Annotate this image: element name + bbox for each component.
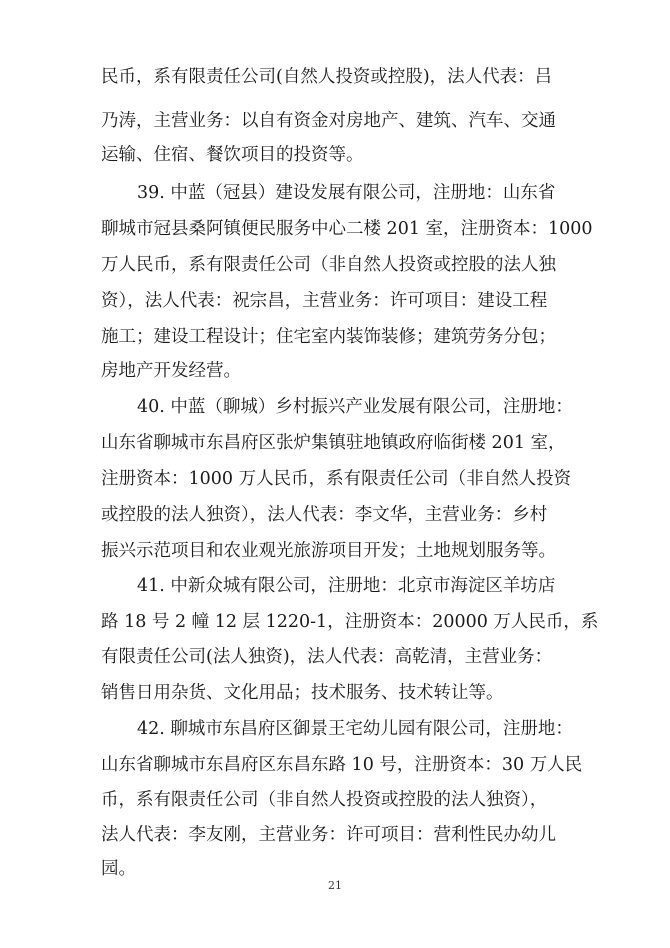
text-line: 有限责任公司(法人独资)，法人代表：高乾清，主营业务： xyxy=(101,647,553,667)
text-line: 路 18 号 2 幢 12 层 1220-1，注册资本：20000 万人民币，系 xyxy=(101,612,599,632)
text-line: 资），法人代表：祝宗昌，主营业务：许可项目：建设工程 xyxy=(101,291,548,311)
text-line: 园。 xyxy=(101,859,136,879)
text-line: 民币，系有限责任公司(自然人投资或控股)，法人代表：吕 xyxy=(101,67,553,87)
text-line: 注册资本：1000 万人民币，系有限责任公司（非自然人投资 xyxy=(101,469,572,489)
text-line: 施工；建设工程设计；住宅室内装饰装修；建筑劳务分包； xyxy=(101,327,556,347)
page-number: 21 xyxy=(328,879,342,892)
text-line: 币，系有限责任公司（非自然人投资或控股的法人独资）， xyxy=(101,790,548,810)
text-line: 振兴示范项目和农业观光旅游项目开发；土地规划服务等。 xyxy=(101,541,556,561)
text-line: 万人民币，系有限责任公司（非自然人投资或控股的法人独 xyxy=(101,255,556,275)
text-line: 乃涛，主营业务：以自有资金对房地产、建筑、汽车、交通 xyxy=(101,111,556,131)
text-line: 山东省聊城市东昌府区东昌东路 10 号，注册资本：30 万人民 xyxy=(101,755,583,775)
paragraph-first-line: 41. 中新众城有限公司，注册地：北京市海淀区羊坊店 xyxy=(137,576,556,596)
text-line: 或控股的法人独资），法人代表：李文华，主营业务：乡村 xyxy=(101,505,548,525)
paragraph-first-line: 40. 中蓝（聊城）乡村振兴产业发展有限公司，注册地： xyxy=(137,397,573,417)
text-line: 房地产开发经营。 xyxy=(101,361,241,381)
text-line: 运输、住宿、餐饮项目的投资等。 xyxy=(101,145,364,165)
text-line: 法人代表：李友刚，主营业务：许可项目：营利性民办幼儿 xyxy=(101,825,556,845)
text-line: 销售日用杂货、文化用品；技术服务、技术转让等。 xyxy=(101,683,504,703)
text-line: 山东省聊城市东昌府区张炉集镇驻地镇政府临街楼 201 室， xyxy=(101,433,566,453)
paragraph-first-line: 39. 中蓝（冠县）建设发展有限公司，注册地：山东省 xyxy=(137,183,556,203)
text-line: 聊城市冠县桑阿镇便民服务中心二楼 201 室，注册资本：1000 xyxy=(101,219,593,239)
paragraph-first-line: 42. 聊城市东昌府区御景王宅幼儿园有限公司，注册地： xyxy=(137,719,573,739)
